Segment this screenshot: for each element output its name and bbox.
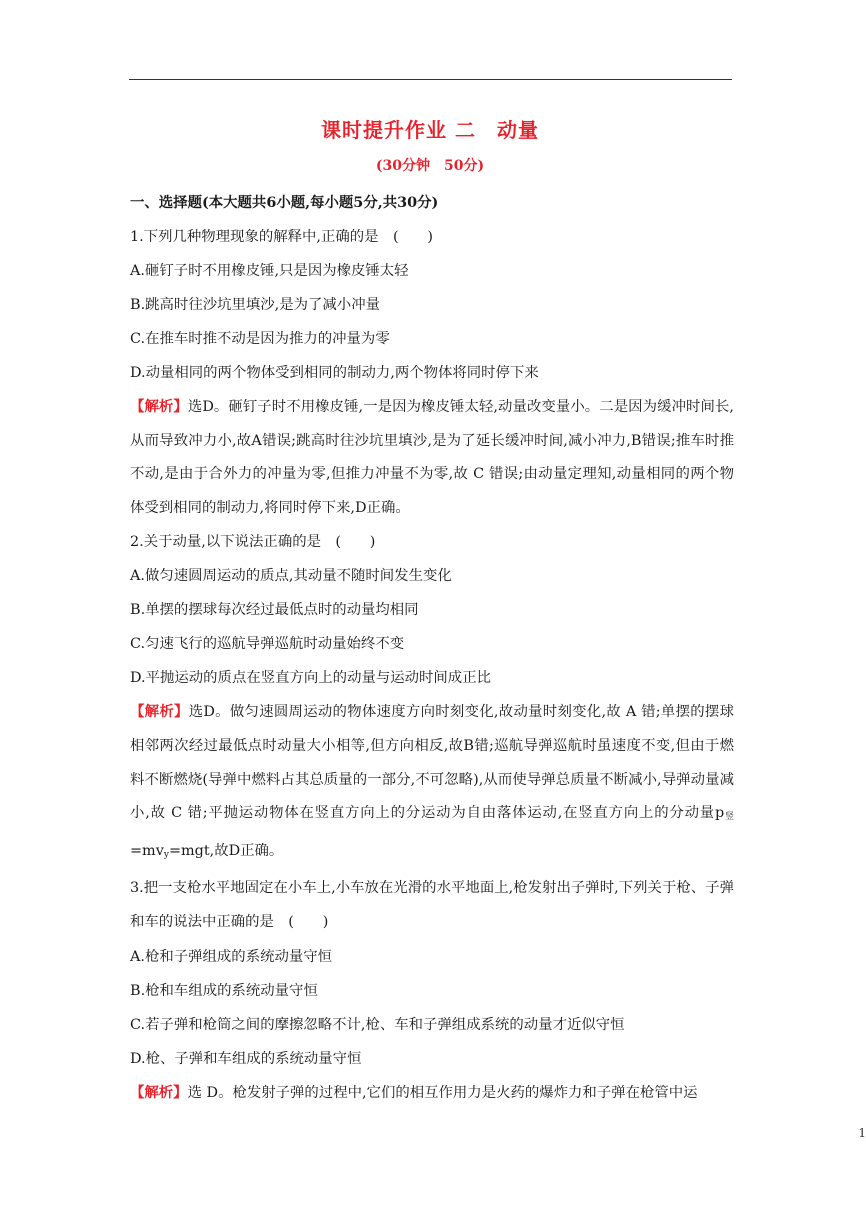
- header-rule: [129, 79, 732, 80]
- option-d: D.平抛运动的质点在竖直方向上的动量与运动时间成正比: [130, 670, 491, 687]
- page-title: 课时提升作业 二 动量: [321, 118, 539, 142]
- question-stem: 3.把一支枪水平地固定在小车上,小车放在光滑的水平地面上,枪发射出子弹时,下列关于枪、子弹和车的说法中正确的是 ( ): [130, 880, 734, 930]
- subscript-vertical: 竖: [724, 812, 734, 823]
- explanation-formula: =mv: [130, 842, 164, 859]
- option-a: A.枪和子弹组成的系统动量守恒: [130, 948, 333, 965]
- option-a: A.砸钉子时不用橡皮锤,只是因为橡皮锤太轻: [130, 263, 409, 279]
- question-2: [130, 525, 734, 872]
- explanation-tag: 【解析】: [130, 703, 189, 721]
- question-stem: 2.关于动量,以下说法正确的是 ( ): [130, 534, 376, 551]
- option-c: C.若子弹和枪筒之间的摩擦忽略不计,枪、车和子弹组成系统的动量才近似守恒: [130, 1016, 625, 1033]
- page-number: [0, 1126, 866, 1140]
- option-c: C.在推车时推不动是因为推力的冲量为零: [130, 331, 390, 347]
- subscript-y: y: [163, 849, 169, 860]
- page-number-text: 1: [858, 1126, 866, 1140]
- option-b: B.枪和车组成的系统动量守恒: [130, 982, 318, 999]
- explanation-tag: 【解析】: [130, 1083, 188, 1101]
- explanation-text: 选D。做匀速圆周运动的物体速度方向时刻变化,故动量时刻变化,故 A 错;单摆的摆球相邻两次经过最低点时动量大小相等,但方向相反,故B错;巡航导弹巡航时虽速度不变,但由于燃料不断燃烧(导弹中燃料占其总质量的一部分,不可忽略),从而使导弹总质量不断减小,导弹动量减小,故 C 错;平抛运动物体在竖直方向上的分运动为自由落体运动,在竖直方向上的分动量p: [130, 704, 734, 822]
- explanation: [130, 695, 734, 872]
- option-b: B.单摆的摆球每次经过最低点时的动量均相同: [130, 602, 419, 619]
- explanation-text: 选 D。枪发射子弹的过程中,它们的相互作用力是火药的爆炸力和子弹在枪管中运: [187, 1084, 698, 1101]
- question-1: [130, 220, 734, 525]
- explanation-text: 选D。砸钉子时不用橡皮锤,一是因为橡皮锤太轻,动量改变量小。二是因为缓冲时间长,从而导致冲力小,故A错误;跳高时往沙坑里填沙,是为了延长缓冲时间,减小冲力,B错误;推车时推不动,是由于合外力的冲量为零,但推力冲量不为零,故 C 错误;由动量定理知,动量相同的两个物体受到相同的制动力,将同时停下来,D正确。: [130, 399, 734, 516]
- option-a: A.做匀速圆周运动的质点,其动量不随时间发生变化: [130, 568, 452, 585]
- question-3: [130, 872, 734, 1109]
- explanation-tag: 【解析】: [130, 398, 188, 415]
- option-d: D.动量相同的两个物体受到相同的制动力,两个物体将同时停下来: [130, 365, 539, 381]
- explanation: [130, 1076, 734, 1110]
- option-b: B.跳高时往沙坑里填沙,是为了减小冲量: [130, 297, 380, 313]
- option-c: C.匀速飞行的巡航导弹巡航时动量始终不变: [130, 636, 405, 653]
- section-heading: 一、选择题(本大题共6小题,每小题5分,共30分): [130, 194, 439, 211]
- explanation-conclusion: =mgt,故D正确。: [168, 842, 284, 859]
- explanation: [130, 390, 734, 525]
- option-d: D.枪、子弹和车组成的系统动量守恒: [130, 1050, 362, 1067]
- question-stem: 1.下列几种物理现象的解释中,正确的是 ( ): [130, 229, 433, 245]
- page-subtitle: (30分钟 50分): [375, 158, 485, 174]
- document-body: [130, 186, 734, 1110]
